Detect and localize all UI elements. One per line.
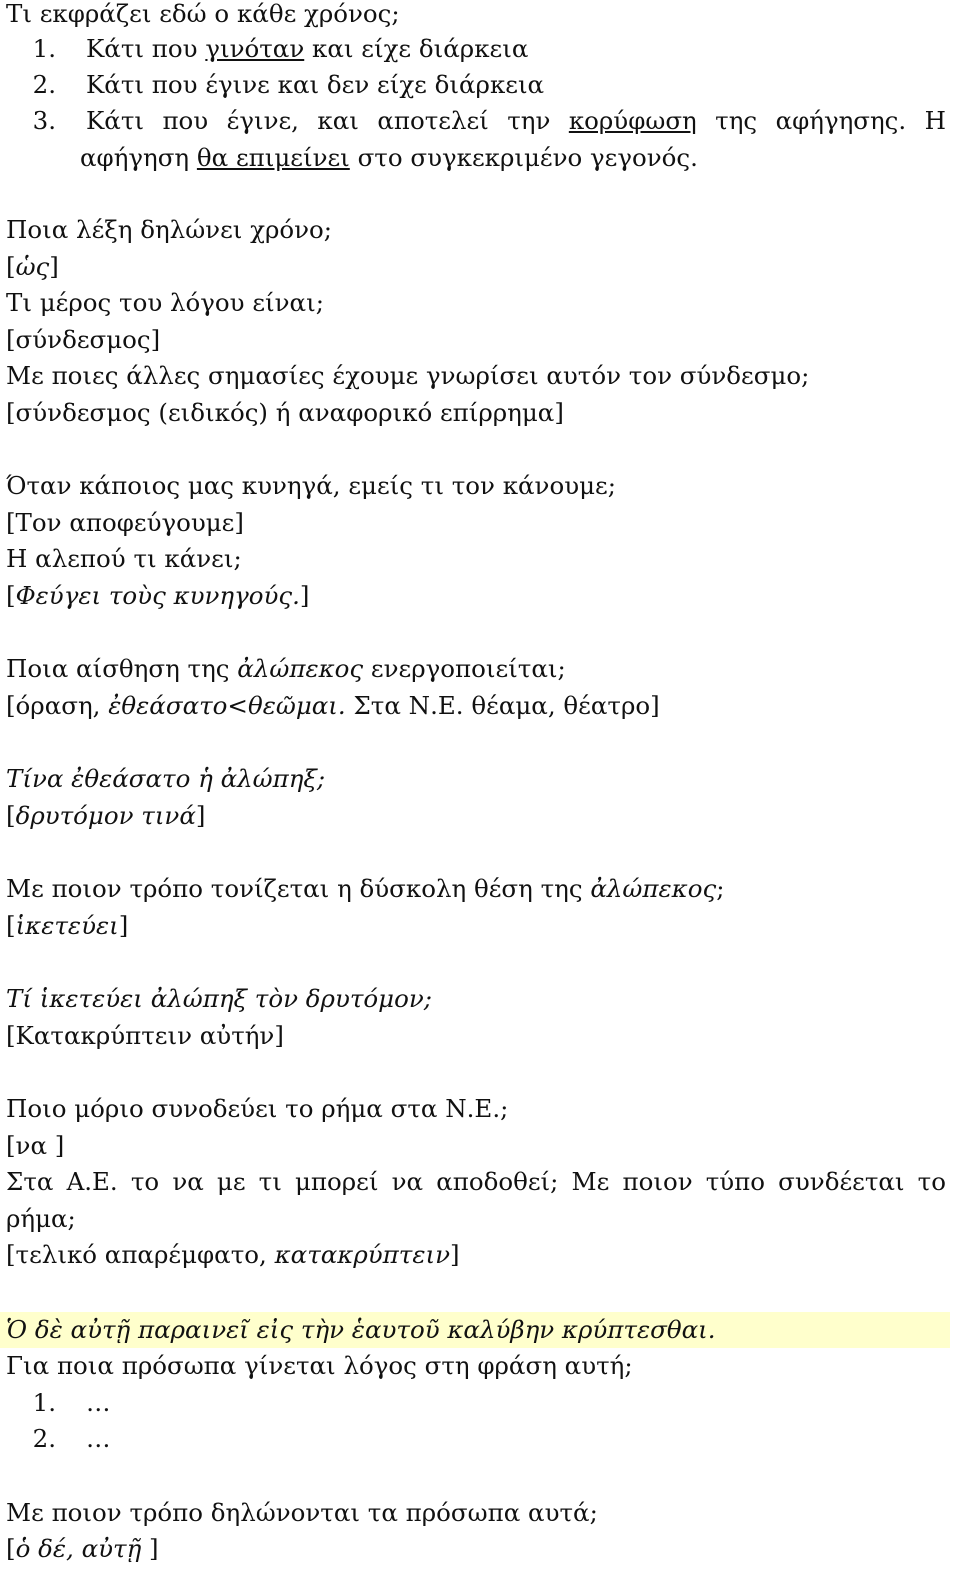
list-item: 2. Κάτι που έγινε και δεν είχε διάρκεια xyxy=(6,67,946,103)
answer: [Φεύγει τοὺς κυνηγούς.] xyxy=(6,581,310,610)
highlighted-greek-sentence: Ὁ δὲ αὐτῇ παραινεῖ εἰς τὴν ἑαυτοῦ καλύβην κρύπτεσθαι. xyxy=(6,1315,716,1344)
list-number: 2. xyxy=(32,70,56,99)
answer: [δρυτόμον τινά] xyxy=(6,801,206,830)
question-persons: Για ποια πρόσωπα γίνεται λόγος στη φράση αυτή; xyxy=(6,1351,633,1380)
answer: [σύνδεσμος (ειδικός) ή αναφορικό επίρρημα] xyxy=(6,398,564,427)
list-number: 1. xyxy=(32,34,56,63)
list-item: 1. Κάτι που γινόταν και είχε διάρκεια xyxy=(6,31,946,67)
list-number: 2. xyxy=(32,1424,56,1453)
list-number: 1. xyxy=(32,1388,56,1417)
list-item: 3. Κάτι που έγινε, και αποτελεί την κορύφωση της αφήγησης. Η xyxy=(6,103,946,139)
list-item-continuation: αφήγηση θα επιμείνει στο συγκεκριμένο γεγονός. xyxy=(80,143,698,172)
question-sense: Ποια αίσθηση της ἀλώπεκος ενεργοποιείται; xyxy=(6,654,566,683)
answer: [όραση, ἐθεάσατο<θεῶμαι. Στα Ν.Ε. θέαμα, θέατρο] xyxy=(6,691,660,720)
list-item: 1. … xyxy=(6,1385,946,1421)
question-part-of-speech: Τι μέρος του λόγου είναι; xyxy=(6,288,324,317)
question-meanings: Με ποιες άλλες σημασίες έχουμε γνωρίσει αυτόν τον σύνδεσμο; xyxy=(6,361,810,390)
question-infinitive: Στα Α.Ε. το να με τι μπορεί να αποδοθεί; Με ποιον τύπο συνδέεται το xyxy=(6,1167,946,1196)
answer: [ὡς] xyxy=(6,252,59,281)
answer: [ὁ δέ, αὐτῇ ] xyxy=(6,1534,159,1563)
question-how-persons: Με ποιον τρόπο δηλώνονται τα πρόσωπα αυτά; xyxy=(6,1498,598,1527)
underlined-verb: γινόταν xyxy=(205,34,305,63)
underlined-phrase: θα επιμείνει xyxy=(196,143,350,172)
answer: [σύνδεσμος] xyxy=(6,325,161,354)
answer: [ἱκετεύει] xyxy=(6,911,129,940)
question-particle: Ποιο μόριο συνοδεύει το ρήμα στα Ν.Ε.; xyxy=(6,1094,509,1123)
question-greek: Τί ἱκετεύει ἀλώπηξ τὸν δρυτόμον; xyxy=(6,984,432,1013)
answer: [να ] xyxy=(6,1131,65,1160)
question-infinitive-continuation: ρήμα; xyxy=(6,1204,76,1233)
list-number: 3. xyxy=(32,106,56,135)
question-tenses: Τι εκφράζει εδώ ο κάθε χρόνος; xyxy=(6,0,400,28)
list-item: 2. … xyxy=(6,1421,946,1457)
answer: [τελικό απαρέμφατο, κατακρύπτειν] xyxy=(6,1240,460,1269)
question-fox: Η αλεπού τι κάνει; xyxy=(6,544,242,573)
underlined-word: κορύφωση xyxy=(568,106,697,135)
answer: [Τον αποφεύγουμε] xyxy=(6,508,244,537)
question-difficult-position: Με ποιον τρόπο τονίζεται η δύσκολη θέση της ἀλώπεκος; xyxy=(6,874,725,903)
answer: [Κατακρύπτειν αὐτήν] xyxy=(6,1021,284,1050)
question-greek: Τίνα ἐθεάσατο ἡ ἀλώπηξ; xyxy=(6,764,326,793)
question-chase: Όταν κάποιος μας κυνηγά, εμείς τι τον κάνουμε; xyxy=(6,471,616,500)
question-time-word: Ποια λέξη δηλώνει χρόνο; xyxy=(6,215,333,244)
